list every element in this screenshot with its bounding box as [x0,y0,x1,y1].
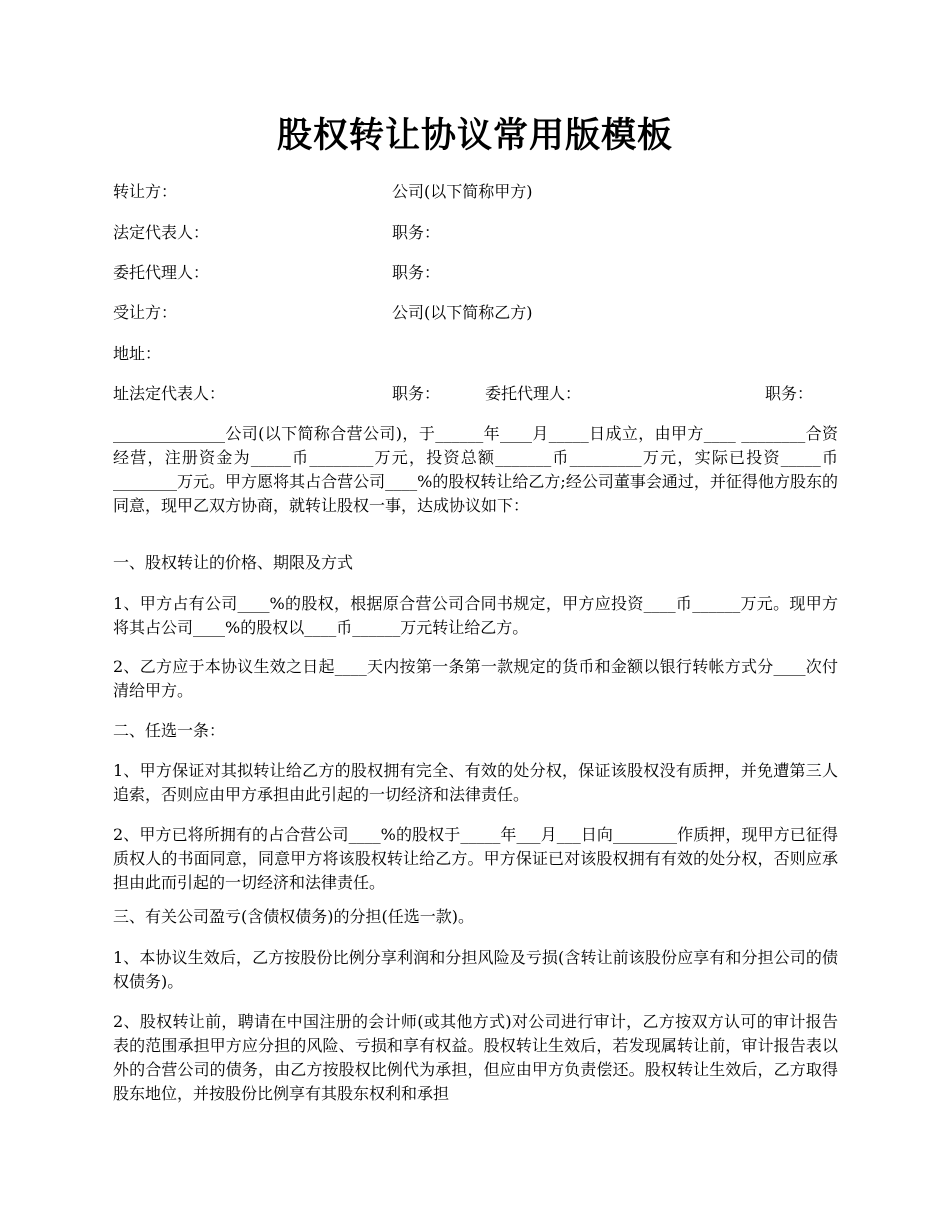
intro-paragraph: ______________公司(以下简称合营公司)，于______年____月_____日成立，由甲方____ ________合资经营，注册资金为_____币________万元，投资总额_______币_________万元，实际已投资_____币________万元。甲方愿将其占合营公司____%的股权转让给乙方;经公司董事会通过，并征得他方股东的同意，现甲乙双方协商，就转让股权一事，达成协议如下： [113,424,838,515]
section-3-item-2: 2、股权转让前，聘请在中国注册的会计师(或其他方式)对公司进行审计，乙方按双方认可的审计报告表的范围承担甲方应分担的风险、亏损和享有权益。股权转让生效后，若发现属转让前，审计报告表以外的合营公司的债务，由乙方按股权比例代为承担，但应由甲方负责偿还。股权转让生效后，乙方取得股东地位，并按股份比例享有其股东权利和承担 [113,1012,838,1103]
addr-agent-label: 委托代理人： [485,384,582,403]
section-2-item-2: 2、甲方已将所拥有的占合营公司____%的股权于_____年___月___日向________作质押，现甲方已征得质权人的书面同意，同意甲方将该股权转让给乙方。甲方保证已对该股权拥有有效的处分权，否则应承担由此而引起的一切经济和法律责任。 [113,825,838,892]
addr-agent-post: 职务： [765,384,814,403]
page-title: 股权转让协议常用版模板 [276,115,673,156]
section-2-item-1: 1、甲方保证对其拟转让给乙方的股权拥有完全、有效的处分权，保证该股权没有质押，并免遭第三人追索，否则应由甲方承担由此引起的一切经济和法律责任。 [113,761,838,804]
transferor-label: 转让方： [113,182,178,201]
addr-legal-rep-label: 址法定代表人： [113,384,226,403]
section-1-item-2: 2、乙方应于本协议生效之日起____天内按第一条第一款规定的货币和金额以银行转帐方式分____次付清给甲方。 [113,657,838,700]
section-3-heading: 三、有关公司盈亏(含债权债务)的分担(任选一款)。 [113,907,474,926]
legal-rep-post: 职务： [392,223,441,242]
addr-legal-rep-post: 职务： [392,384,441,403]
address-label: 地址： [113,344,162,363]
section-2-heading: 二、任选一条： [113,721,226,740]
transferee-label: 受让方： [113,303,178,322]
transferee-value: 公司(以下简称乙方) [392,303,533,322]
transferor-value: 公司(以下简称甲方) [392,182,533,201]
legal-rep-label: 法定代表人： [113,223,210,242]
agent-post: 职务： [392,263,441,282]
section-1-heading: 一、股权转让的价格、期限及方式 [113,553,354,572]
section-3-item-1: 1、本协议生效后，乙方按股份比例分享利润和分担风险及亏损(含转让前该股份应享有和分担公司的债权债务)。 [113,948,838,991]
agent-label: 委托代理人： [113,263,210,282]
section-1-item-1: 1、甲方占有公司____%的股权，根据原合营公司合同书规定，甲方应投资____币______万元。现甲方将其占公司____%的股权以____币______万元转让给乙方。 [113,594,838,637]
